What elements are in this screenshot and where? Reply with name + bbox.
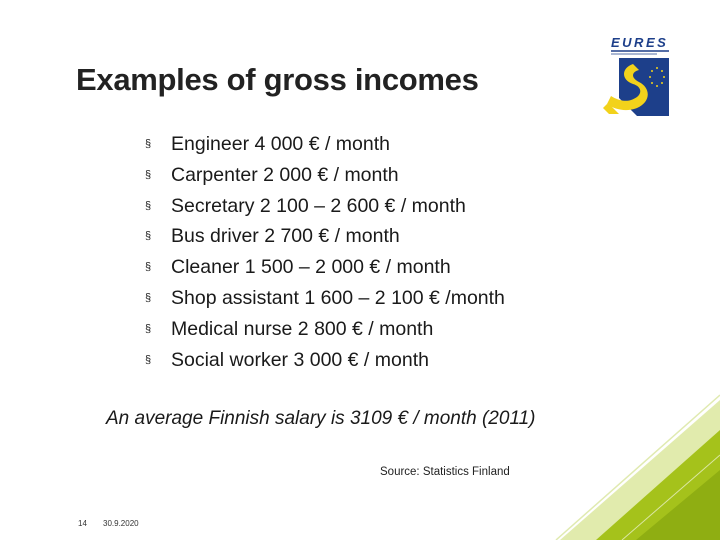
bullet-icon: § bbox=[145, 353, 152, 366]
list-item bbox=[145, 347, 505, 378]
bullet-icon: § bbox=[145, 322, 152, 335]
list-item-text: Medical nurse 2 800 € / month bbox=[171, 317, 434, 340]
bullet-icon: § bbox=[145, 261, 152, 274]
list-item-text: Shop assistant 1 600 – 2 100 € /month bbox=[171, 286, 505, 309]
slide-title: Examples of gross incomes bbox=[76, 62, 479, 97]
bullet-icon: § bbox=[145, 168, 152, 181]
list-item-text: Engineer 4 000 € / month bbox=[171, 133, 390, 155]
list-item bbox=[145, 162, 505, 193]
bullet-icon: § bbox=[145, 230, 152, 243]
logo-wordmark: EURES bbox=[611, 35, 669, 50]
slide-date: 30.9.2020 bbox=[103, 519, 139, 528]
list-item-text: Carpenter 2 000 € / month bbox=[171, 163, 399, 186]
list-item bbox=[145, 285, 505, 316]
list-item-text: Cleaner 1 500 – 2 000 € / month bbox=[171, 256, 451, 279]
list-item bbox=[145, 131, 505, 162]
income-list bbox=[145, 131, 505, 377]
bullet-icon: § bbox=[145, 138, 152, 150]
bullet-icon: § bbox=[145, 291, 152, 304]
average-salary-note: An average Finnish salary is 3109 € / month (2011) bbox=[106, 408, 536, 429]
eures-logo bbox=[597, 34, 679, 120]
list-item-text: Secretary 2 100 – 2 600 € / month bbox=[171, 194, 466, 217]
list-item bbox=[145, 223, 505, 254]
source-citation: Source: Statistics Finland bbox=[380, 466, 510, 478]
slide-number: 14 bbox=[78, 519, 87, 528]
bullet-icon: § bbox=[145, 199, 152, 212]
list-item-text: Social worker 3 000 € / month bbox=[171, 348, 429, 371]
list-item-text: Bus driver 2 700 € / month bbox=[171, 225, 400, 248]
list-item bbox=[145, 254, 505, 285]
list-item bbox=[145, 193, 505, 224]
list-item bbox=[145, 316, 505, 347]
